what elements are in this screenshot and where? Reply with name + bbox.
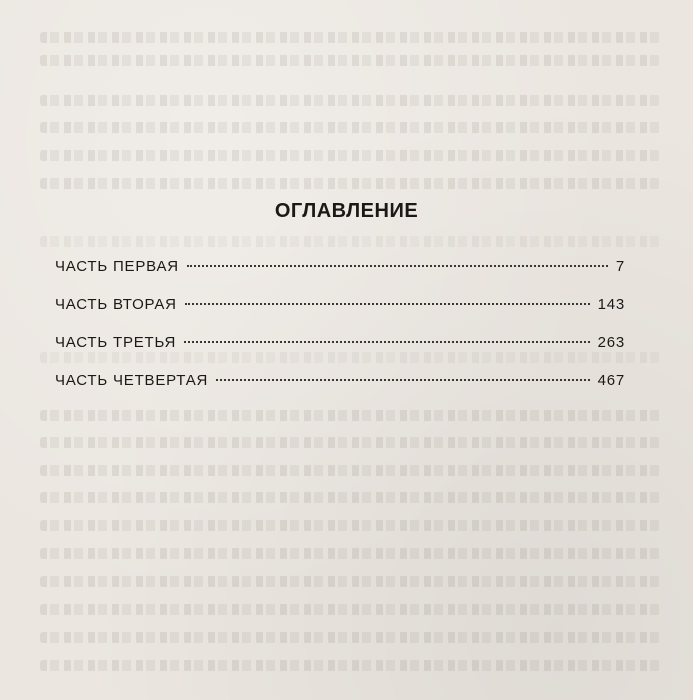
- toc-entry-page-number: 7: [615, 258, 625, 275]
- bleed-through-line: [40, 32, 660, 43]
- bleed-through-line: [40, 95, 660, 106]
- bleed-through-line: [40, 520, 660, 531]
- toc-entry-part-4[interactable]: [55, 372, 625, 410]
- toc-entry-page-number: 467: [597, 372, 625, 389]
- bleed-through-line: [40, 236, 660, 247]
- bleed-through-line: [40, 492, 660, 503]
- bleed-through-line: [40, 632, 660, 643]
- toc-entry-label: ЧАСТЬ ПЕРВАЯ: [55, 258, 179, 275]
- toc-entry-part-2[interactable]: [55, 296, 625, 334]
- toc-entry-part-3[interactable]: [55, 334, 625, 372]
- bleed-through-line: [40, 55, 660, 66]
- dot-leader: [216, 379, 589, 381]
- toc-entry-label: ЧАСТЬ ВТОРАЯ: [55, 296, 177, 313]
- toc-heading: ОГЛАВЛЕНИЕ: [274, 200, 419, 222]
- bleed-through-line: [40, 548, 660, 559]
- bleed-through-line: [40, 150, 660, 161]
- bleed-through-line: [40, 410, 660, 421]
- bleed-through-line: [40, 576, 660, 587]
- dot-leader: [184, 341, 589, 343]
- bleed-through-line: [40, 465, 660, 476]
- dot-leader: [185, 303, 590, 305]
- bleed-through-line: [40, 660, 660, 671]
- toc-entry-label: ЧАСТЬ ЧЕТВЕРТАЯ: [55, 372, 209, 389]
- dot-leader: [187, 265, 608, 267]
- toc-list: [55, 258, 625, 410]
- bleed-through-line: [40, 604, 660, 615]
- toc-entry-label: ЧАСТЬ ТРЕТЬЯ: [55, 334, 177, 351]
- toc-entry-page-number: 143: [597, 296, 625, 313]
- toc-entry-part-1[interactable]: [55, 258, 625, 296]
- toc-entry-page-number: 263: [597, 334, 625, 351]
- bleed-through-line: [40, 437, 660, 448]
- bleed-through-line: [40, 178, 660, 189]
- bleed-through-line: [40, 122, 660, 133]
